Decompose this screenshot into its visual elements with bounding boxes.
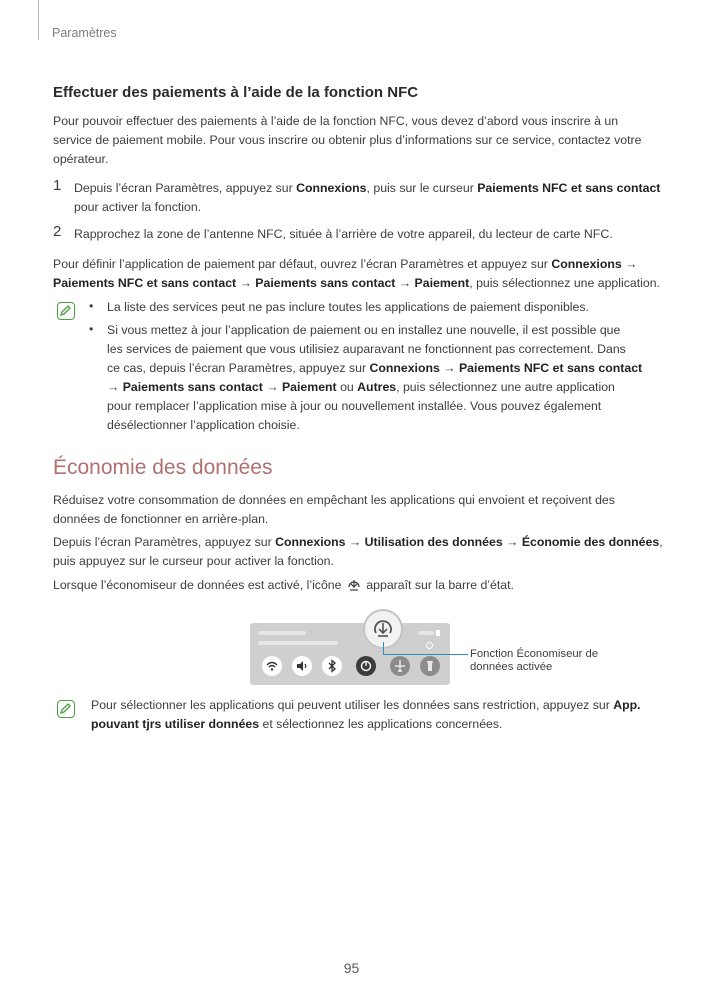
text: ce cas, depuis l’écran Paramètres, appuyez sur: [107, 361, 370, 375]
paragraph-line: [53, 255, 673, 274]
text: ou: [336, 380, 358, 394]
text: ,: [659, 535, 663, 549]
bluetooth-icon: [322, 656, 342, 676]
nfc-intro-line: Pour pouvoir effectuer des paiements à l’aide de la fonction NFC, vous devez d’abord vous inscrire à un: [53, 114, 619, 128]
text: →: [502, 535, 522, 549]
menu-ref: Connexions: [551, 257, 622, 271]
text: →: [621, 257, 638, 271]
menu-ref: Connexions: [275, 535, 346, 549]
note-bullet-1: La liste des services peut ne pas inclure toutes les applications de paiement disponibles.: [107, 300, 589, 314]
default-payment-paragraph: [53, 255, 673, 293]
text: →: [107, 380, 123, 394]
bullet-mark: •: [89, 299, 94, 313]
nfc-intro-line: opérateur.: [53, 152, 109, 166]
text: , puis sur le curseur: [366, 181, 478, 195]
battery-icon: [436, 630, 440, 636]
panel-blur-text: [258, 641, 338, 645]
panel-blur-text: [258, 631, 306, 635]
text: →: [236, 276, 256, 290]
data-saver-note: [91, 696, 671, 734]
bullet-mark: •: [89, 322, 94, 336]
callout-line: [383, 654, 468, 655]
data-saver-icon: [345, 575, 363, 593]
sound-icon: [292, 656, 312, 676]
menu-ref: Paiements sans contact: [122, 380, 263, 394]
note-icon: [57, 700, 75, 718]
note-line: [107, 359, 667, 378]
note-line: [107, 378, 667, 397]
text: →: [345, 535, 365, 549]
text: Pour définir l’application de paiement par défaut, ouvrez l’écran Paramètres et appuyez sur: [53, 257, 552, 271]
text: Lorsque l’économiseur de données est activé, l’icône: [53, 578, 345, 592]
callout-line: [383, 642, 384, 654]
wifi-toggle[interactable]: [262, 656, 282, 676]
data-saver-steps: [53, 533, 673, 571]
note-line: pour remplacer l’application mise à jour ou nouvellement installée. Vous pouvez également: [107, 399, 602, 413]
step-number: 2: [53, 223, 62, 240]
paragraph-line: données de fonctionner en arrière-plan.: [53, 512, 269, 526]
text: Depuis l’écran Paramètres, appuyez sur: [53, 535, 276, 549]
data-saver-toggle[interactable]: [356, 656, 376, 676]
note-line: les services de paiement que vous utilisiez auparavant ne fonctionnent pas correctement. Dans: [107, 342, 626, 356]
step-1-line: [74, 179, 664, 198]
text: →: [395, 276, 415, 290]
wifi-icon: [262, 656, 282, 676]
note-line: désélectionner l’application choisie.: [107, 418, 300, 432]
menu-ref: pouvant tjrs utiliser données: [91, 717, 260, 731]
paragraph-line: [53, 533, 673, 552]
paragraph-line: [53, 274, 673, 293]
menu-ref: Paiements NFC et sans contact: [53, 276, 237, 290]
note-bullet-2: [107, 321, 667, 435]
text: Pour sélectionner les applications qui peuvent utiliser les données sans restriction, appuyez sur: [91, 698, 614, 712]
menu-ref: Autres: [357, 380, 397, 394]
step-2: Rapprochez la zone de l’antenne NFC, située à l’arrière de votre appareil, du lecteur de carte NFC.: [74, 227, 613, 241]
note-icon: [57, 302, 75, 320]
flashlight-toggle[interactable]: [420, 656, 440, 676]
nfc-intro: [53, 112, 663, 169]
note-line: [91, 715, 671, 734]
paragraph-line: Réduisez votre consommation de données en empêchant les applications qui envoient et reçoivent des: [53, 493, 615, 507]
note-line: [91, 696, 671, 715]
nfc-heading: Effectuer des paiements à l’aide de la fonction NFC: [53, 84, 419, 101]
data-saver-toggle-icon: [356, 656, 376, 676]
menu-ref: Paiements NFC et sans contact: [458, 361, 643, 375]
header-section: Paramètres: [52, 26, 117, 40]
callout-text: données activée: [470, 661, 553, 673]
gear-icon[interactable]: [426, 642, 433, 649]
step-1-line: pour activer la fonction.: [74, 200, 202, 214]
step-number: 1: [53, 177, 62, 194]
menu-ref: Paiement: [281, 380, 337, 394]
menu-ref: Paiements NFC et sans contact: [477, 181, 661, 195]
menu-ref: Paiements sans contact: [255, 276, 396, 290]
text: →: [439, 361, 459, 375]
text: apparaît sur la barre d’état.: [362, 578, 514, 592]
bluetooth-toggle[interactable]: [322, 656, 342, 676]
menu-ref: Connexions: [369, 361, 440, 375]
sound-toggle[interactable]: [292, 656, 312, 676]
text: , puis sélectionnez une application.: [469, 276, 660, 290]
menu-ref: Utilisation des données: [364, 535, 503, 549]
text: →: [262, 380, 282, 394]
flashlight-icon: [420, 656, 440, 676]
data-saver-status-line: [53, 575, 673, 595]
page-number: 95: [343, 960, 360, 976]
step-1: [74, 179, 664, 217]
data-saver-intro: [53, 491, 673, 529]
data-saver-heading: Économie des données: [53, 456, 273, 479]
menu-ref: Économie des données: [521, 535, 660, 549]
airplane-icon: [390, 656, 410, 676]
nfc-intro-line: service de paiement mobile. Pour vous inscrire ou obtenir plus d’informations sur ce service, contactez votre: [53, 133, 642, 147]
panel-blur-text: [418, 631, 434, 635]
paragraph-line: puis appuyez sur le curseur pour activer la fonction.: [53, 554, 334, 568]
menu-ref: Paiement: [414, 276, 470, 290]
text: Depuis l’écran Paramètres, appuyez sur: [74, 181, 297, 195]
menu-ref: Connexions: [296, 181, 367, 195]
header-rule: [38, 0, 39, 40]
text: et sélectionnez les applications concernées.: [259, 717, 503, 731]
note-line: Si vous mettez à jour l’application de paiement ou en installez une nouvelle, il est possible que: [107, 323, 621, 337]
text: , puis sélectionnez une autre application: [396, 380, 615, 394]
callout-label: [470, 648, 620, 674]
callout-text: Fonction Économiseur de: [470, 648, 599, 660]
airplane-toggle[interactable]: [390, 656, 410, 676]
menu-ref: App.: [613, 698, 641, 712]
